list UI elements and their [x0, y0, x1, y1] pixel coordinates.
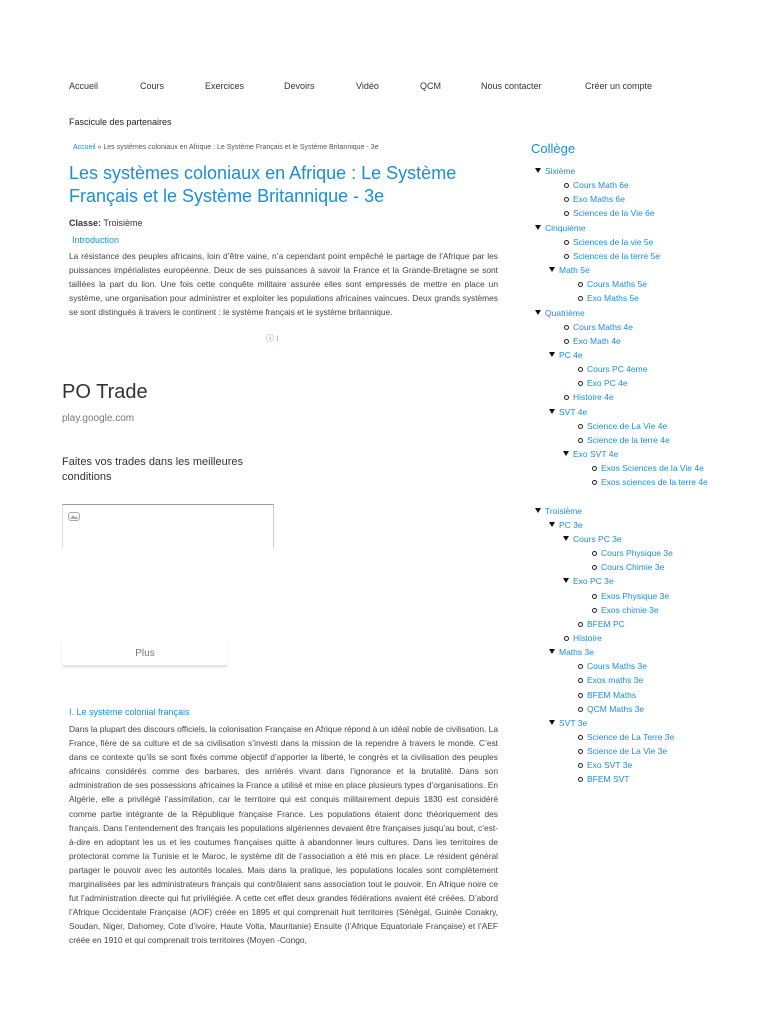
bullet-circle-icon	[578, 763, 583, 768]
expand-triangle-icon[interactable]	[563, 536, 569, 541]
sidebar-tree-item[interactable]	[578, 618, 625, 631]
sidebar-tree-label[interactable]: Cours Maths 4e	[573, 321, 633, 332]
bullet-circle-icon	[578, 664, 583, 669]
sidebar-tree-label[interactable]: Exos Sciences de la Vie 4e	[601, 463, 704, 474]
sidebar-tree-label[interactable]: Maths 3e	[559, 647, 594, 658]
sidebar-tree-item[interactable]	[592, 604, 659, 617]
ad-more-button[interactable]: Plus	[62, 640, 228, 667]
expand-triangle-icon[interactable]	[563, 451, 569, 456]
sidebar-tree-item[interactable]	[592, 561, 664, 574]
sidebar-tree-label[interactable]: Exos chimie 3e	[601, 604, 659, 615]
sidebar-tree-label[interactable]: Sixième	[545, 166, 576, 176]
sidebar-tree-item[interactable]	[564, 250, 660, 263]
sidebar-tree-label[interactable]: SVT 3e	[559, 717, 588, 728]
sidebar-tree-label[interactable]: PC 4e	[559, 349, 583, 360]
sidebar-tree-label[interactable]: Quatrième	[545, 307, 585, 318]
expand-triangle-icon[interactable]	[549, 409, 555, 414]
bullet-circle-icon	[564, 339, 569, 344]
sidebar-tree-label[interactable]: Cours PC 4eme	[587, 364, 648, 375]
bullet-circle-icon	[564, 395, 569, 400]
sidebar-tree-item[interactable]	[549, 717, 587, 730]
ad-image-frame[interactable]	[62, 504, 274, 548]
sidebar-tree-label[interactable]: Science de La Vie 4e	[587, 420, 668, 431]
expand-triangle-icon[interactable]	[549, 522, 555, 527]
sidebar-tree-label[interactable]: Cinquième	[545, 222, 586, 233]
sidebar-tree-label[interactable]: QCM Maths 3e	[587, 703, 645, 714]
bullet-circle-icon	[578, 622, 583, 627]
ad-choices-icon[interactable]: ⓘ ⁝	[266, 334, 279, 343]
section1-paragraph: Dans la plupart des discours officiels, la colonisation Française en Afrique répond à un idéal noble de civilisation. La France, fière de sa culture et de sa civilisation s’investi dans la mission de la rependre à travers le monde. C’est dans ce contexte qu’ils se sont fixés comme objectif d’apporter la liberté, le congrès et la civilisation des peuples africains considérés comme des barbares, des arriérés vivant dans l’ignorance et la brutalité. Dans son administration de ses possessions africaines la France a utilisé et mise en place plusieurs types d’organisations. En Algérie, elle a privilégié l’assimilation, car le territoire qui est conquis militairement depuis 1830 est considéré comme partie intégrante de la République française France. Les populations étaient donc théoriquement des français. Dans l’entendement des français les populations algériennes devaient être françaises jusqu’au bout, c’est-à-dire en adoptant les us et les coutumes françaises quitte à abandonner leurs cultures. Dans les territoires de protectorat comme la Tunisie et le Maroc, le système dit de l’association a été mis en place. Le résident général partager le pouvoir avec les autorités locales. Mais dans la pratique, les populations locales sont complètement marginalisées par les administrateurs français qui contrôlaient sans association tout le pouvoir. En Afrique noire ce fut l’administration directe qui fut privilégiée. A cette cet effet deux grandes fédérations avaient été créées. D’abord l’Afrique Occidentale Française (AOF) créée en 1895 et qui comprenait huit territoires (Sénégal, Guinée Conakry, Soudan, Niger, Dahomey, Cote d’ivoire, Haute Volta, Mauritanie) Ensuite (l’Afrique Equatoriale Française) et l’AEF créée en 1910 et qui comprenait trois territoires (Moyen -Congo,	[69, 724, 498, 946]
sidebar-tree-item[interactable]	[578, 278, 647, 291]
sidebar-tree-label[interactable]: Exo PC 4e	[587, 378, 628, 389]
sidebar-tree-item[interactable]	[578, 434, 670, 447]
sidebar-tree-label[interactable]: Science de La Terre 3e	[587, 732, 675, 742]
sidebar-tree-label[interactable]: Cours Maths 3e	[587, 661, 647, 672]
sidebar-tree-label[interactable]: Exo SVT 3e	[587, 760, 633, 771]
expand-triangle-icon[interactable]	[535, 508, 541, 513]
sidebar-tree-label[interactable]: Sciences de la terre 5e	[573, 250, 660, 261]
bullet-circle-icon	[578, 749, 583, 754]
sidebar-tree-item[interactable]	[549, 349, 583, 362]
expand-triangle-icon[interactable]	[549, 649, 555, 654]
sidebar-tree-item[interactable]	[578, 703, 644, 716]
sidebar-tree-item[interactable]	[535, 165, 575, 178]
bullet-circle-icon	[578, 381, 583, 386]
sidebar-tree-item[interactable]	[564, 207, 655, 220]
expand-triangle-icon[interactable]	[563, 578, 569, 583]
sidebar-tree-label[interactable]: Science de la terre 4e	[587, 434, 670, 445]
ad-image-icon	[68, 512, 80, 521]
sidebar-tree-item[interactable]	[592, 476, 712, 489]
sidebar-tree-label[interactable]: BFEM Maths	[587, 689, 637, 700]
sidebar-tree-item[interactable]	[578, 773, 630, 786]
sidebar-tree-item[interactable]	[564, 193, 625, 206]
sidebar-tree-label[interactable]: Troisième	[545, 505, 582, 516]
sidebar-tree-label[interactable]: Exo Maths 5e	[587, 293, 639, 304]
bullet-circle-icon	[564, 636, 569, 641]
bullet-circle-icon	[592, 608, 597, 613]
sidebar-tree-label[interactable]: Exos Physique 3e	[601, 590, 670, 601]
sidebar-title: Collège	[531, 141, 576, 156]
sidebar-tree-item[interactable]	[563, 575, 614, 588]
sidebar-tree-item[interactable]	[578, 759, 632, 772]
breadcrumb-current: Les systèmes coloniaux en Afrique : Le Système Français et le Système Britannique - 3e	[103, 144, 379, 151]
ad-description: Faites vos trades dans les meilleures conditions	[62, 456, 243, 483]
classe-label: Classe:	[69, 218, 102, 228]
sidebar-tree-label[interactable]: Exo PC 3e	[573, 576, 614, 587]
bullet-circle-icon	[578, 438, 583, 443]
sidebar-tree-label[interactable]: Cours Chimie 3e	[601, 562, 665, 573]
sidebar-tree-item[interactable]	[578, 363, 647, 376]
bullet-circle-icon	[564, 240, 569, 245]
intro-paragraph: La résistance des peuples africains, loin d’être vaine, n’a cependant point empêché le partage de l’Afrique par les puissances impérialistes européenne. Deux de ses puissances à savoir la France et la Grande-Bretagne se sont taillées la part du lion. Une fois cette conquête militaire assurée elles sont empressés de mettre en place un système, une organisation pour administrer et exploiter les populations africaines vaincues. Deux grands systèmes se sont distingués à travers le continent : le système français et le système britannique.	[69, 251, 498, 318]
sidebar-tree-item[interactable]	[563, 448, 618, 461]
sidebar-tree-label[interactable]: BFEM SVT	[587, 774, 630, 785]
sidebar-tree-item[interactable]	[549, 646, 594, 659]
sidebar-tree-item[interactable]	[592, 462, 704, 475]
sidebar-tree-item[interactable]	[578, 292, 639, 305]
expand-triangle-icon[interactable]	[535, 310, 541, 315]
section1-heading: I. Le système colonial français	[69, 707, 190, 717]
sidebar-tree-label[interactable]: Exo Math 4e	[573, 335, 621, 346]
sidebar-tree-item[interactable]	[564, 179, 629, 192]
bullet-circle-icon	[564, 197, 569, 202]
sidebar-tree-item[interactable]	[578, 674, 643, 687]
bullet-circle-icon	[564, 325, 569, 330]
sidebar-tree-item[interactable]	[578, 689, 636, 702]
nav-item-partners[interactable]: Fascicule des partenaires	[69, 117, 172, 127]
sidebar-tree-label[interactable]: Exos sciences de la terre 4e	[601, 477, 708, 488]
sidebar-tree-item[interactable]	[549, 264, 590, 277]
top-nav	[69, 81, 709, 95]
nav-item-video[interactable]: Vidéo	[356, 81, 379, 91]
sidebar-tree-item[interactable]	[564, 335, 621, 348]
expand-triangle-icon[interactable]	[535, 225, 541, 230]
bullet-circle-icon	[578, 707, 583, 712]
sidebar-tree-item[interactable]	[549, 406, 587, 419]
sidebar-tree-label[interactable]: Science de La Vie 3e	[587, 746, 668, 757]
sidebar-tree-label[interactable]: Cours Maths 5e	[587, 279, 647, 290]
bullet-circle-icon	[592, 594, 597, 599]
bullet-circle-icon	[592, 551, 597, 556]
sidebar-tree-item[interactable]	[564, 236, 653, 249]
sidebar-tree-item[interactable]	[578, 377, 628, 390]
sidebar-tree-item[interactable]	[578, 420, 667, 433]
expand-triangle-icon[interactable]	[535, 168, 541, 173]
bullet-circle-icon	[578, 282, 583, 287]
sidebar-tree-label[interactable]: Exos maths 3e	[587, 675, 644, 686]
sidebar-tree-label[interactable]: PC 3e	[559, 519, 583, 530]
sidebar-tree-label[interactable]: Cours Math 6e	[573, 180, 629, 191]
breadcrumb-home-link[interactable]: Accueil	[73, 144, 96, 151]
ad-title[interactable]: PO Trade	[62, 381, 148, 403]
breadcrumb-separator: »	[95, 144, 104, 151]
sidebar-tree-item[interactable]	[563, 533, 622, 546]
bullet-circle-icon	[578, 367, 583, 372]
bullet-circle-icon	[592, 466, 597, 471]
bullet-circle-icon	[578, 296, 583, 301]
sidebar-tree-label[interactable]: Exo SVT 4e	[573, 449, 619, 459]
sidebar-tree-item[interactable]	[564, 321, 633, 334]
nav-item-contact[interactable]: Nous contacter	[481, 81, 542, 91]
bullet-circle-icon	[564, 254, 569, 259]
sidebar-tree-item[interactable]	[535, 307, 585, 320]
nav-item-exercices[interactable]: Exercices	[205, 81, 245, 91]
sidebar-tree-item[interactable]	[564, 391, 614, 404]
sidebar-tree-item[interactable]	[549, 519, 583, 532]
sidebar-tree-label[interactable]: SVT 4e	[559, 406, 588, 417]
sidebar-tree-item[interactable]	[578, 731, 674, 744]
sidebar-tree-item[interactable]	[535, 222, 586, 235]
nav-item-devoirs[interactable]: Devoirs	[284, 81, 315, 91]
sidebar-tree-item[interactable]	[578, 660, 647, 673]
sidebar-tree-label[interactable]: Sciences de la Vie 6e	[573, 208, 655, 219]
bullet-circle-icon	[578, 735, 583, 740]
sidebar-tree-item[interactable]	[592, 547, 673, 560]
expand-triangle-icon[interactable]	[549, 352, 555, 357]
classe-line	[69, 218, 143, 228]
classe-value: Troisième	[103, 218, 143, 228]
sidebar-tree-label[interactable]: BFEM PC	[587, 618, 625, 629]
ad-domain: play.google.com	[62, 413, 135, 424]
bullet-circle-icon	[592, 480, 597, 485]
expand-triangle-icon[interactable]	[549, 720, 555, 725]
page-title: Les systèmes coloniaux en Afrique : Le Système Français et le Système Britannique - 3e	[69, 163, 457, 206]
sidebar-tree-item[interactable]	[578, 745, 667, 758]
sidebar-tree-item[interactable]	[592, 590, 669, 603]
sidebar-tree-item[interactable]	[535, 505, 582, 518]
sidebar-tree-label[interactable]: Sciences de la vie 5e	[573, 236, 654, 247]
sidebar-tree-label[interactable]: Exo Maths 6e	[573, 194, 625, 205]
sidebar-tree-label[interactable]: Histoire	[573, 632, 602, 643]
nav-item-signup[interactable]: Créer un compte	[585, 81, 653, 91]
bullet-circle-icon	[578, 693, 583, 698]
bullet-circle-icon	[564, 183, 569, 188]
bullet-circle-icon	[592, 565, 597, 570]
sidebar-tree-label[interactable]: Histoire 4e	[573, 392, 614, 403]
nav-item-accueil[interactable]: Accueil	[69, 81, 99, 91]
nav-item-qcm[interactable]: QCM	[420, 81, 441, 91]
sidebar-tree-label[interactable]: Cours Physique 3e	[601, 548, 673, 559]
bullet-circle-icon	[564, 211, 569, 216]
expand-triangle-icon[interactable]	[549, 267, 555, 272]
nav-item-cours[interactable]: Cours	[140, 81, 165, 91]
breadcrumb	[73, 144, 378, 151]
sidebar-tree-label[interactable]: Cours PC 3e	[573, 533, 622, 544]
bullet-circle-icon	[578, 424, 583, 429]
sidebar-tree-label[interactable]: Math 5e	[559, 265, 590, 276]
bullet-circle-icon	[578, 777, 583, 782]
bullet-circle-icon	[578, 678, 583, 683]
intro-heading: Introduction	[72, 235, 120, 245]
sidebar-tree-item[interactable]	[564, 632, 602, 645]
